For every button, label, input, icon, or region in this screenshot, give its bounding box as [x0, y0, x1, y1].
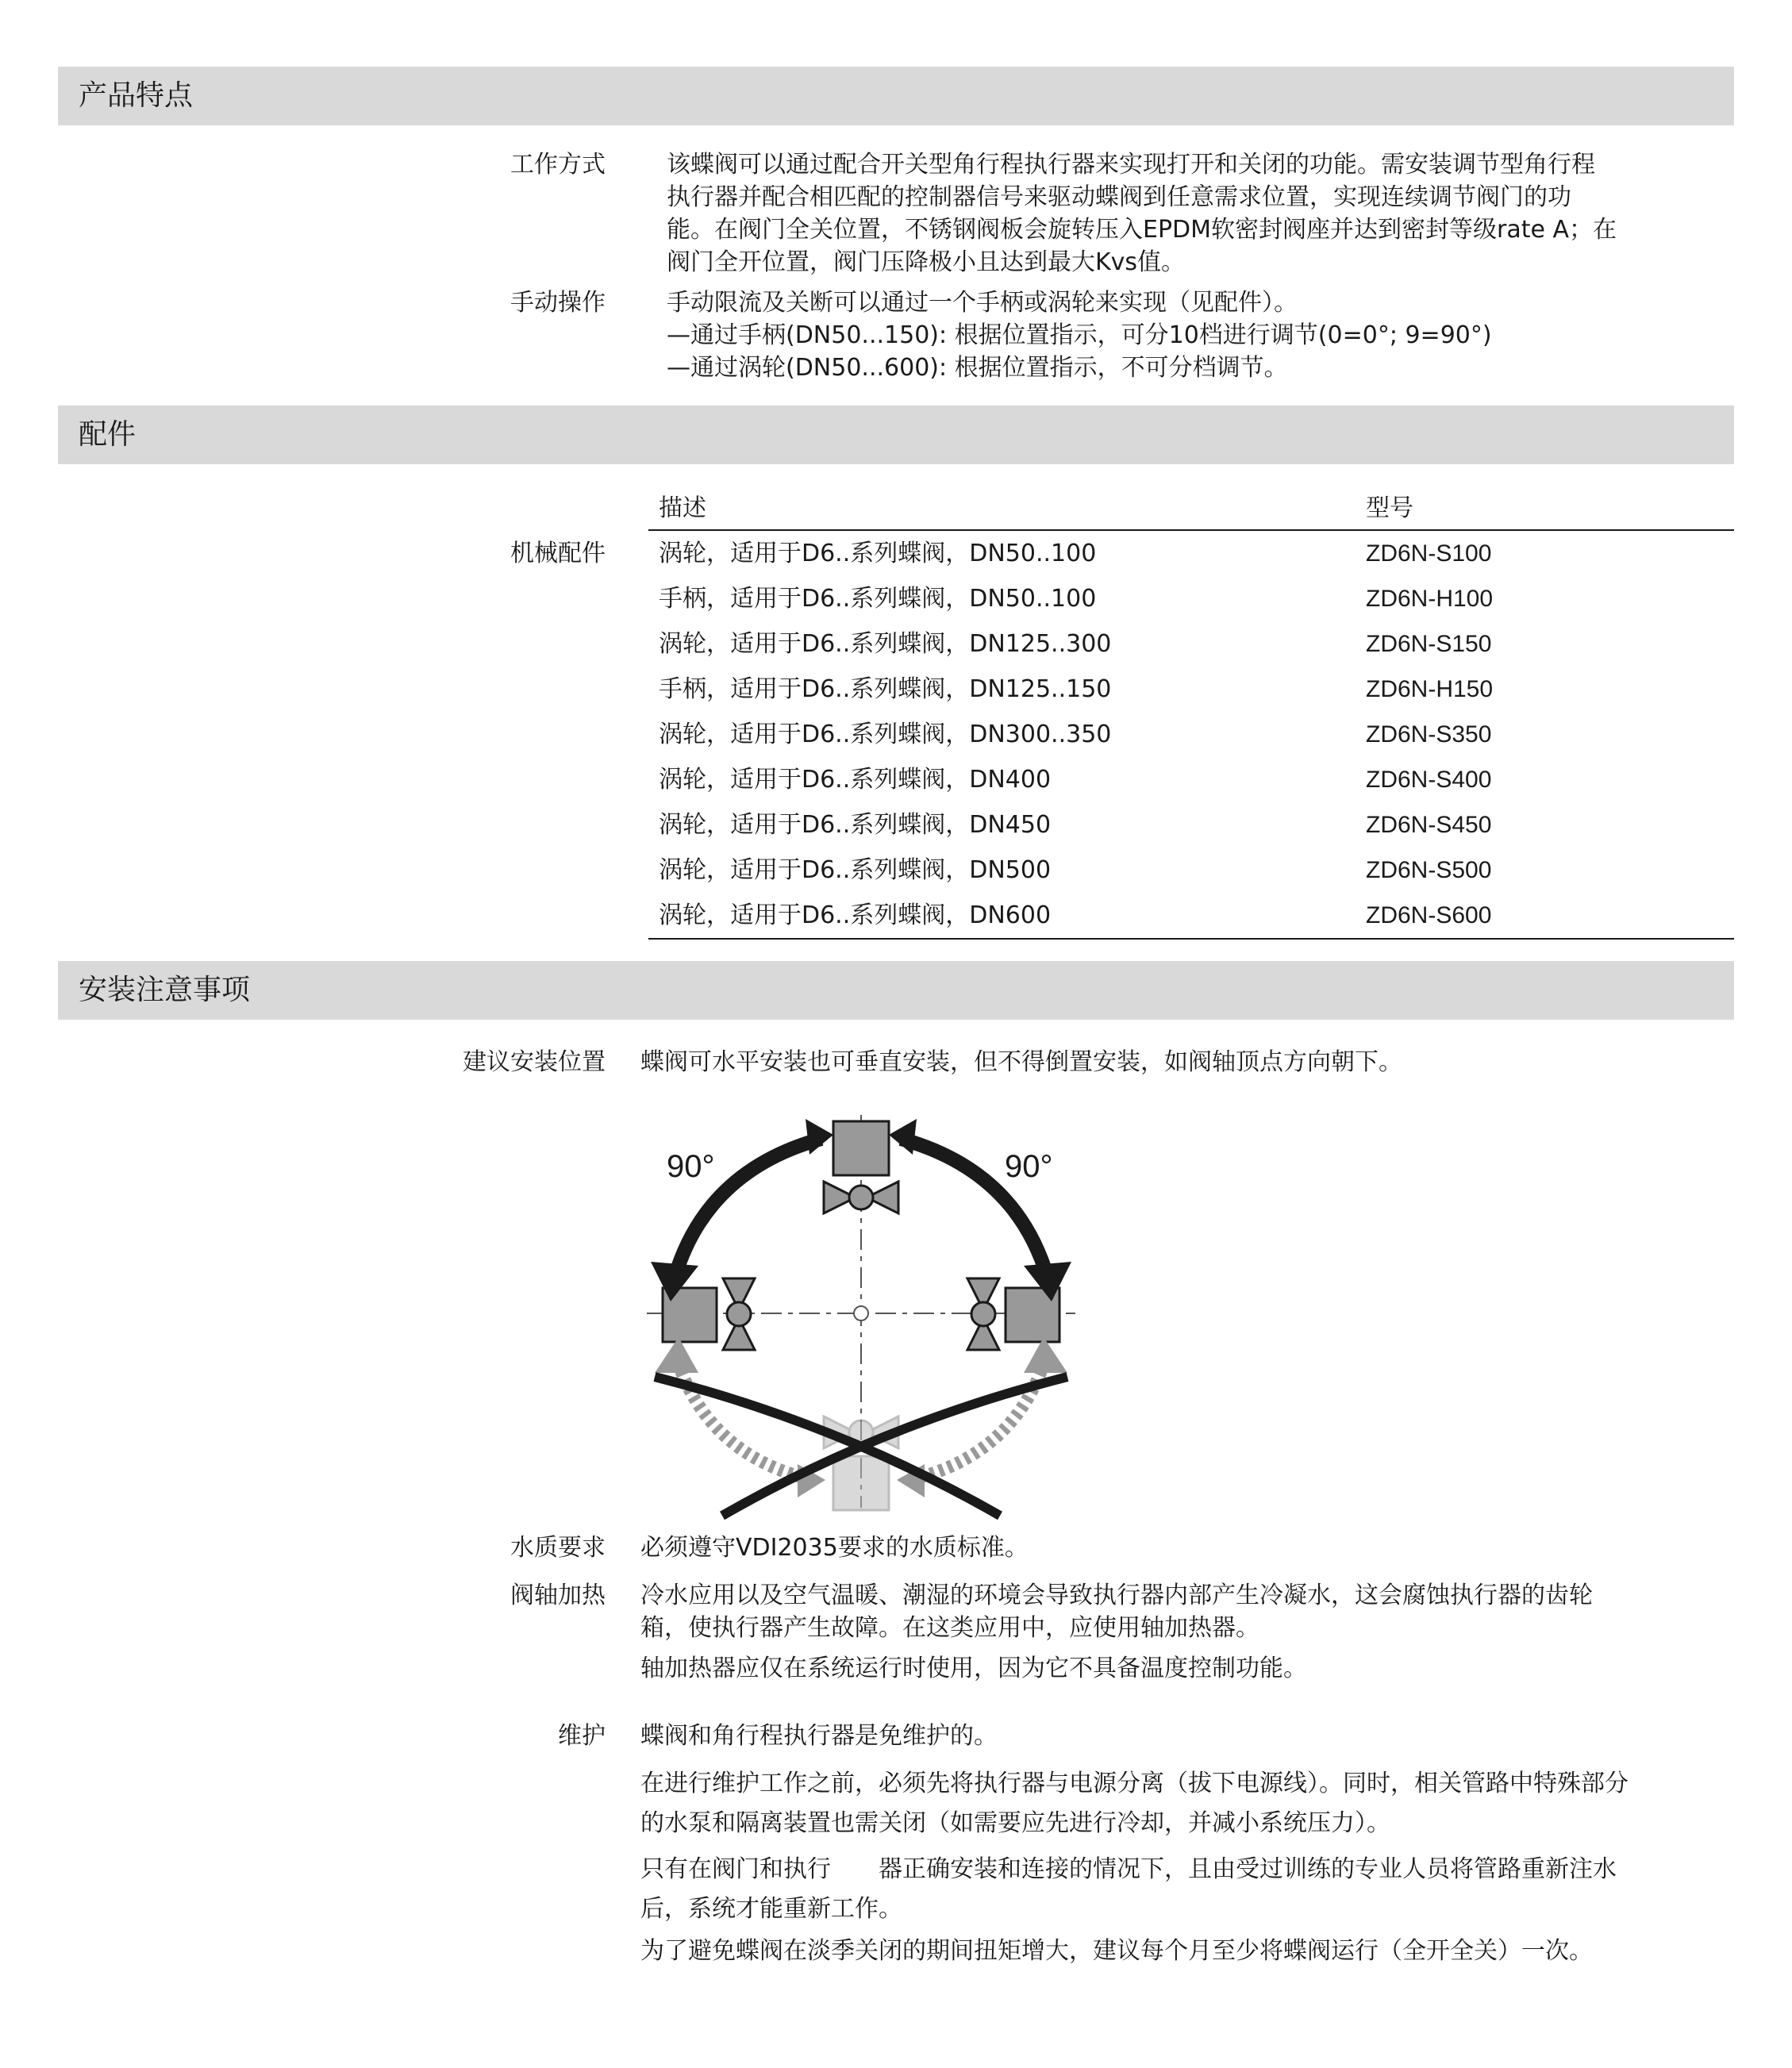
maintenance-line: 只有在阀门和执行 器正确安装和连接的情况下，且由受过训练的专业人员将管路重新注水 [640, 1855, 1617, 1883]
row-model: ZD6N-H150 [1366, 676, 1494, 702]
valve-top [824, 1121, 898, 1213]
table-row [659, 577, 1730, 622]
table-row [659, 758, 1730, 803]
row-description: 涡轮，适用于D6..系列蝶阀，DN600 [659, 901, 1052, 929]
table-row [659, 667, 1730, 713]
table-row [659, 532, 1730, 577]
heating-line: 轴加热器应仅在系统运行时使用，因为它不具备温度控制功能。 [640, 1655, 1307, 1682]
heating-line: 箱，使执行器产生故障。在这类应用中，应使用轴加热器。 [640, 1614, 1259, 1642]
operation-line: 执行器并配合相匹配的控制器信号来驱动蝶阀到任意需求位置，实现连续调节阀门的功 [667, 183, 1571, 211]
section-header-accessories [58, 406, 1734, 464]
row-description: 手柄，适用于D6..系列蝶阀，DN125..150 [659, 675, 1112, 703]
operation-label: 工作方式 [510, 151, 606, 179]
maintenance-label: 维护 [558, 1722, 606, 1750]
row-model: ZD6N-S100 [1366, 540, 1492, 567]
table-header-rule [648, 529, 1734, 531]
row-model: ZD6N-S600 [1366, 902, 1492, 928]
row-description: 涡轮，适用于D6..系列蝶阀，DN500 [659, 856, 1052, 884]
section-title: 配件 [79, 418, 137, 451]
maintenance-line: 蝶阀和角行程执行器是免维护的。 [640, 1722, 998, 1750]
row-description: 涡轮，适用于D6..系列蝶阀，DN300..350 [659, 721, 1112, 748]
section-header-features [58, 67, 1734, 125]
heating-line: 冷水应用以及空气温暖、潮湿的环境会导致执行器内部产生冷凝水，这会腐蚀执行器的齿轮 [640, 1582, 1593, 1609]
row-description: 涡轮，适用于D6..系列蝶阀，DN400 [659, 766, 1052, 794]
shaft-center [854, 1306, 868, 1320]
row-model: ZD6N-S500 [1366, 857, 1492, 883]
row-description: 涡轮，适用于D6..系列蝶阀，DN50..100 [659, 540, 1097, 567]
row-model: ZD6N-S350 [1366, 721, 1492, 748]
section-header-installation [58, 961, 1734, 1020]
row-model: ZD6N-H100 [1366, 586, 1494, 612]
table-row [659, 894, 1730, 939]
maintenance-line: 为了避免蝶阀在淡季关闭的期间扭矩增大，建议每个月至少将蝶阀运行（全开全关）一次。 [640, 1937, 1593, 1965]
position-label: 建议安装位置 [463, 1048, 606, 1076]
table-row [659, 848, 1730, 894]
row-description: 涡轮，适用于D6..系列蝶阀，DN450 [659, 811, 1052, 839]
column-header-model: 型号 [1366, 494, 1413, 522]
group-label: 机械配件 [510, 540, 606, 567]
arrowhead-left-top [806, 1119, 833, 1155]
position-text: 蝶阀可水平安装也可垂直安装，但不得倒置安装，如阀轴顶点方向朝下。 [640, 1048, 1402, 1076]
operation-line: 能。在阀门全关位置，不锈钢阀板会旋转压入EPDM软密封阀座并达到密封等级rate A；在 [667, 216, 1617, 244]
row-model: ZD6N-S450 [1366, 812, 1492, 838]
row-model: ZD6N-S400 [1366, 767, 1492, 793]
angle-label-left: 90° [667, 1149, 715, 1184]
heating-label: 阀轴加热 [510, 1582, 606, 1609]
section-title: 安装注意事项 [79, 974, 251, 1006]
row-model: ZD6N-S150 [1366, 631, 1492, 657]
installation-orientation-diagram [643, 1107, 1087, 1524]
arrowhead-right-top [889, 1119, 917, 1155]
manual-line: —通过手柄(DN50...150): 根据位置指示，可分10档进行调节(0=0°; 9=90°) [667, 321, 1492, 349]
water-label: 水质要求 [510, 1534, 606, 1562]
angle-label-right: 90° [1005, 1149, 1053, 1184]
manual-line: 手动限流及关断可以通过一个手柄或涡轮来实现（见配件）。 [667, 289, 1298, 317]
row-description: 涡轮，适用于D6..系列蝶阀，DN125..300 [659, 630, 1112, 658]
section-title: 产品特点 [79, 79, 194, 112]
column-header-description: 描述 [659, 494, 706, 522]
row-description: 手柄，适用于D6..系列蝶阀，DN50..100 [659, 585, 1097, 613]
water-text: 必须遵守VDI2035要求的水质标准。 [640, 1534, 1029, 1562]
manual-line: —通过涡轮(DN50...600): 根据位置指示，不可分档调节。 [667, 354, 1288, 382]
manual-label: 手动操作 [510, 289, 606, 317]
table-bottom-rule [648, 938, 1734, 940]
table-row [659, 713, 1730, 758]
operation-line: 阀门全开位置，阀门压降极小且达到最大Kvs值。 [667, 248, 1186, 276]
maintenance-line: 后，系统才能重新工作。 [640, 1895, 902, 1923]
table-row [659, 803, 1730, 848]
maintenance-line: 在进行维护工作之前，必须先将执行器与电源分离（拔下电源线）。同时，相关管路中特殊部分 [640, 1770, 1629, 1797]
operation-line: 该蝶阀可以通过配合开关型角行程执行器来实现打开和关闭的功能。需安装调节型角行程 [667, 151, 1595, 179]
table-row [659, 622, 1730, 667]
maintenance-line: 的水泵和隔离装置也需关闭（如需要应先进行冷却，并减小系统压力）。 [640, 1809, 1390, 1837]
